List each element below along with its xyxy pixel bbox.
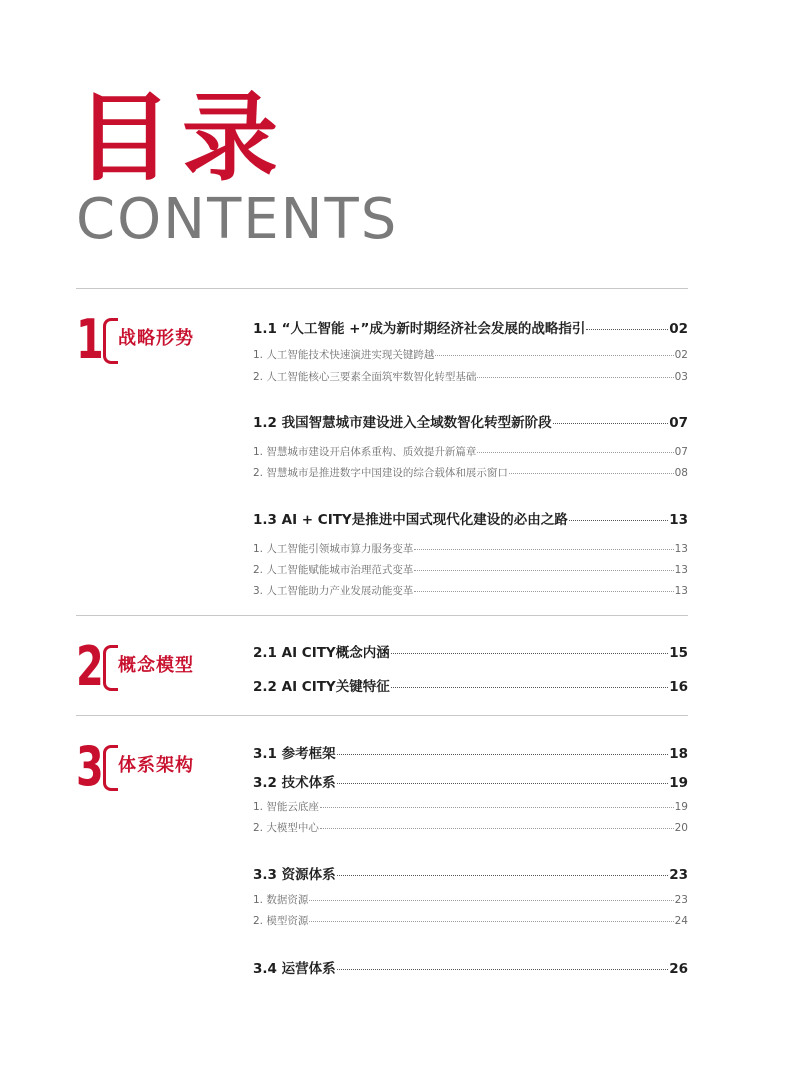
- entry-page: 18: [669, 746, 688, 762]
- subentry-label: 2. 智慧城市是推进数字中国建设的综合载体和展示窗口: [253, 467, 508, 479]
- page-title: 目录: [76, 82, 288, 194]
- subentry-label: 2. 人工智能核心三要素全面筑牢数智化转型基础: [253, 371, 477, 383]
- entry-label: 3.2 技术体系: [253, 775, 336, 791]
- subentry-page: 03: [674, 371, 688, 383]
- entry-label: 3.3 资源体系: [253, 867, 336, 883]
- dot-leader: [337, 875, 669, 876]
- dot-leader: [320, 807, 674, 808]
- section-title: 体系架构: [118, 755, 194, 776]
- toc-subentry[interactable]: [253, 347, 688, 362]
- dot-leader: [569, 520, 668, 521]
- dot-leader: [337, 969, 669, 970]
- subentry-label: 2. 人工智能赋能城市治理范式变革: [253, 564, 414, 576]
- dot-leader: [309, 900, 673, 901]
- toc-subentry[interactable]: [253, 541, 688, 556]
- subentry-page: 13: [674, 564, 688, 576]
- entry-page: 16: [669, 679, 688, 695]
- toc-entry[interactable]: [253, 675, 688, 695]
- subentry-page: 02: [674, 349, 688, 361]
- subentry-label: 1. 智能云底座: [253, 801, 319, 813]
- subentry-label: 1. 人工智能技术快速演进实现关键跨越: [253, 349, 435, 361]
- section-number: 1: [76, 308, 104, 371]
- dot-leader: [391, 653, 669, 654]
- dot-leader: [337, 783, 669, 784]
- toc-subentry[interactable]: [253, 369, 688, 384]
- entry-page: 23: [669, 867, 688, 883]
- subentry-page: 24: [674, 915, 688, 927]
- toc-entry[interactable]: [253, 771, 688, 791]
- subentry-page: 19: [674, 801, 688, 813]
- toc-subentry[interactable]: [253, 562, 688, 577]
- entry-label: 1.3 AI + CITY是推进中国式现代化建设的必由之路: [253, 512, 568, 528]
- toc-entry[interactable]: [253, 317, 688, 337]
- dot-leader: [414, 549, 673, 550]
- divider: [76, 615, 688, 616]
- dot-leader: [414, 570, 673, 571]
- entry-page: 07: [669, 415, 688, 431]
- subentry-label: 1. 数据资源: [253, 894, 309, 906]
- toc-entry[interactable]: [253, 508, 688, 528]
- toc-entry[interactable]: [253, 957, 688, 977]
- entry-label: 2.1 AI CITY概念内涵: [253, 645, 390, 661]
- toc-subentry[interactable]: [253, 465, 688, 480]
- dot-leader: [477, 377, 673, 378]
- entry-label: 3.1 参考框架: [253, 746, 336, 762]
- subentry-label: 2. 大模型中心: [253, 822, 319, 834]
- toc-subentry[interactable]: [253, 892, 688, 907]
- page-subtitle: CONTENTS: [76, 187, 399, 252]
- toc-subentry[interactable]: [253, 444, 688, 459]
- dot-leader: [320, 828, 674, 829]
- section-number: 3: [76, 735, 104, 798]
- entry-page: 13: [669, 512, 688, 528]
- subentry-page: 13: [674, 543, 688, 555]
- entry-label: 2.2 AI CITY关键特征: [253, 679, 390, 695]
- dot-leader: [477, 452, 673, 453]
- subentry-page: 20: [674, 822, 688, 834]
- toc-entry[interactable]: [253, 863, 688, 883]
- dot-leader: [309, 921, 673, 922]
- entry-page: 19: [669, 775, 688, 791]
- subentry-label: 3. 人工智能助力产业发展动能变革: [253, 585, 414, 597]
- toc-entry[interactable]: [253, 411, 688, 431]
- divider: [76, 715, 688, 716]
- entry-label: 3.4 运营体系: [253, 961, 336, 977]
- dot-leader: [509, 473, 674, 474]
- section-title: 战略形势: [118, 328, 194, 349]
- dot-leader: [435, 355, 673, 356]
- toc-subentry[interactable]: [253, 799, 688, 814]
- entry-page: 26: [669, 961, 688, 977]
- dot-leader: [337, 754, 669, 755]
- dot-leader: [586, 329, 668, 330]
- toc-subentry[interactable]: [253, 913, 688, 928]
- section-title: 概念模型: [118, 655, 194, 676]
- entry-page: 02: [669, 321, 688, 337]
- subentry-page: 13: [674, 585, 688, 597]
- divider: [76, 288, 688, 289]
- bracket-icon: [103, 745, 118, 791]
- toc-subentry[interactable]: [253, 820, 688, 835]
- subentry-page: 07: [674, 446, 688, 458]
- bracket-icon: [103, 318, 118, 364]
- bracket-icon: [103, 645, 118, 691]
- toc-subentry[interactable]: [253, 583, 688, 598]
- toc-entry[interactable]: [253, 641, 688, 661]
- section-number: 2: [76, 635, 104, 698]
- entry-label: 1.2 我国智慧城市建设进入全域数智化转型新阶段: [253, 415, 552, 431]
- entry-page: 15: [669, 645, 688, 661]
- dot-leader: [391, 687, 669, 688]
- subentry-page: 08: [674, 467, 688, 479]
- subentry-label: 2. 模型资源: [253, 915, 309, 927]
- subentry-label: 1. 人工智能引领城市算力服务变革: [253, 543, 414, 555]
- toc-entry[interactable]: [253, 742, 688, 762]
- subentry-page: 23: [674, 894, 688, 906]
- subentry-label: 1. 智慧城市建设开启体系重构、质效提升新篇章: [253, 446, 477, 458]
- entry-label: 1.1 “人工智能 +”成为新时期经济社会发展的战略指引: [253, 321, 586, 337]
- dot-leader: [414, 591, 673, 592]
- dot-leader: [553, 423, 669, 424]
